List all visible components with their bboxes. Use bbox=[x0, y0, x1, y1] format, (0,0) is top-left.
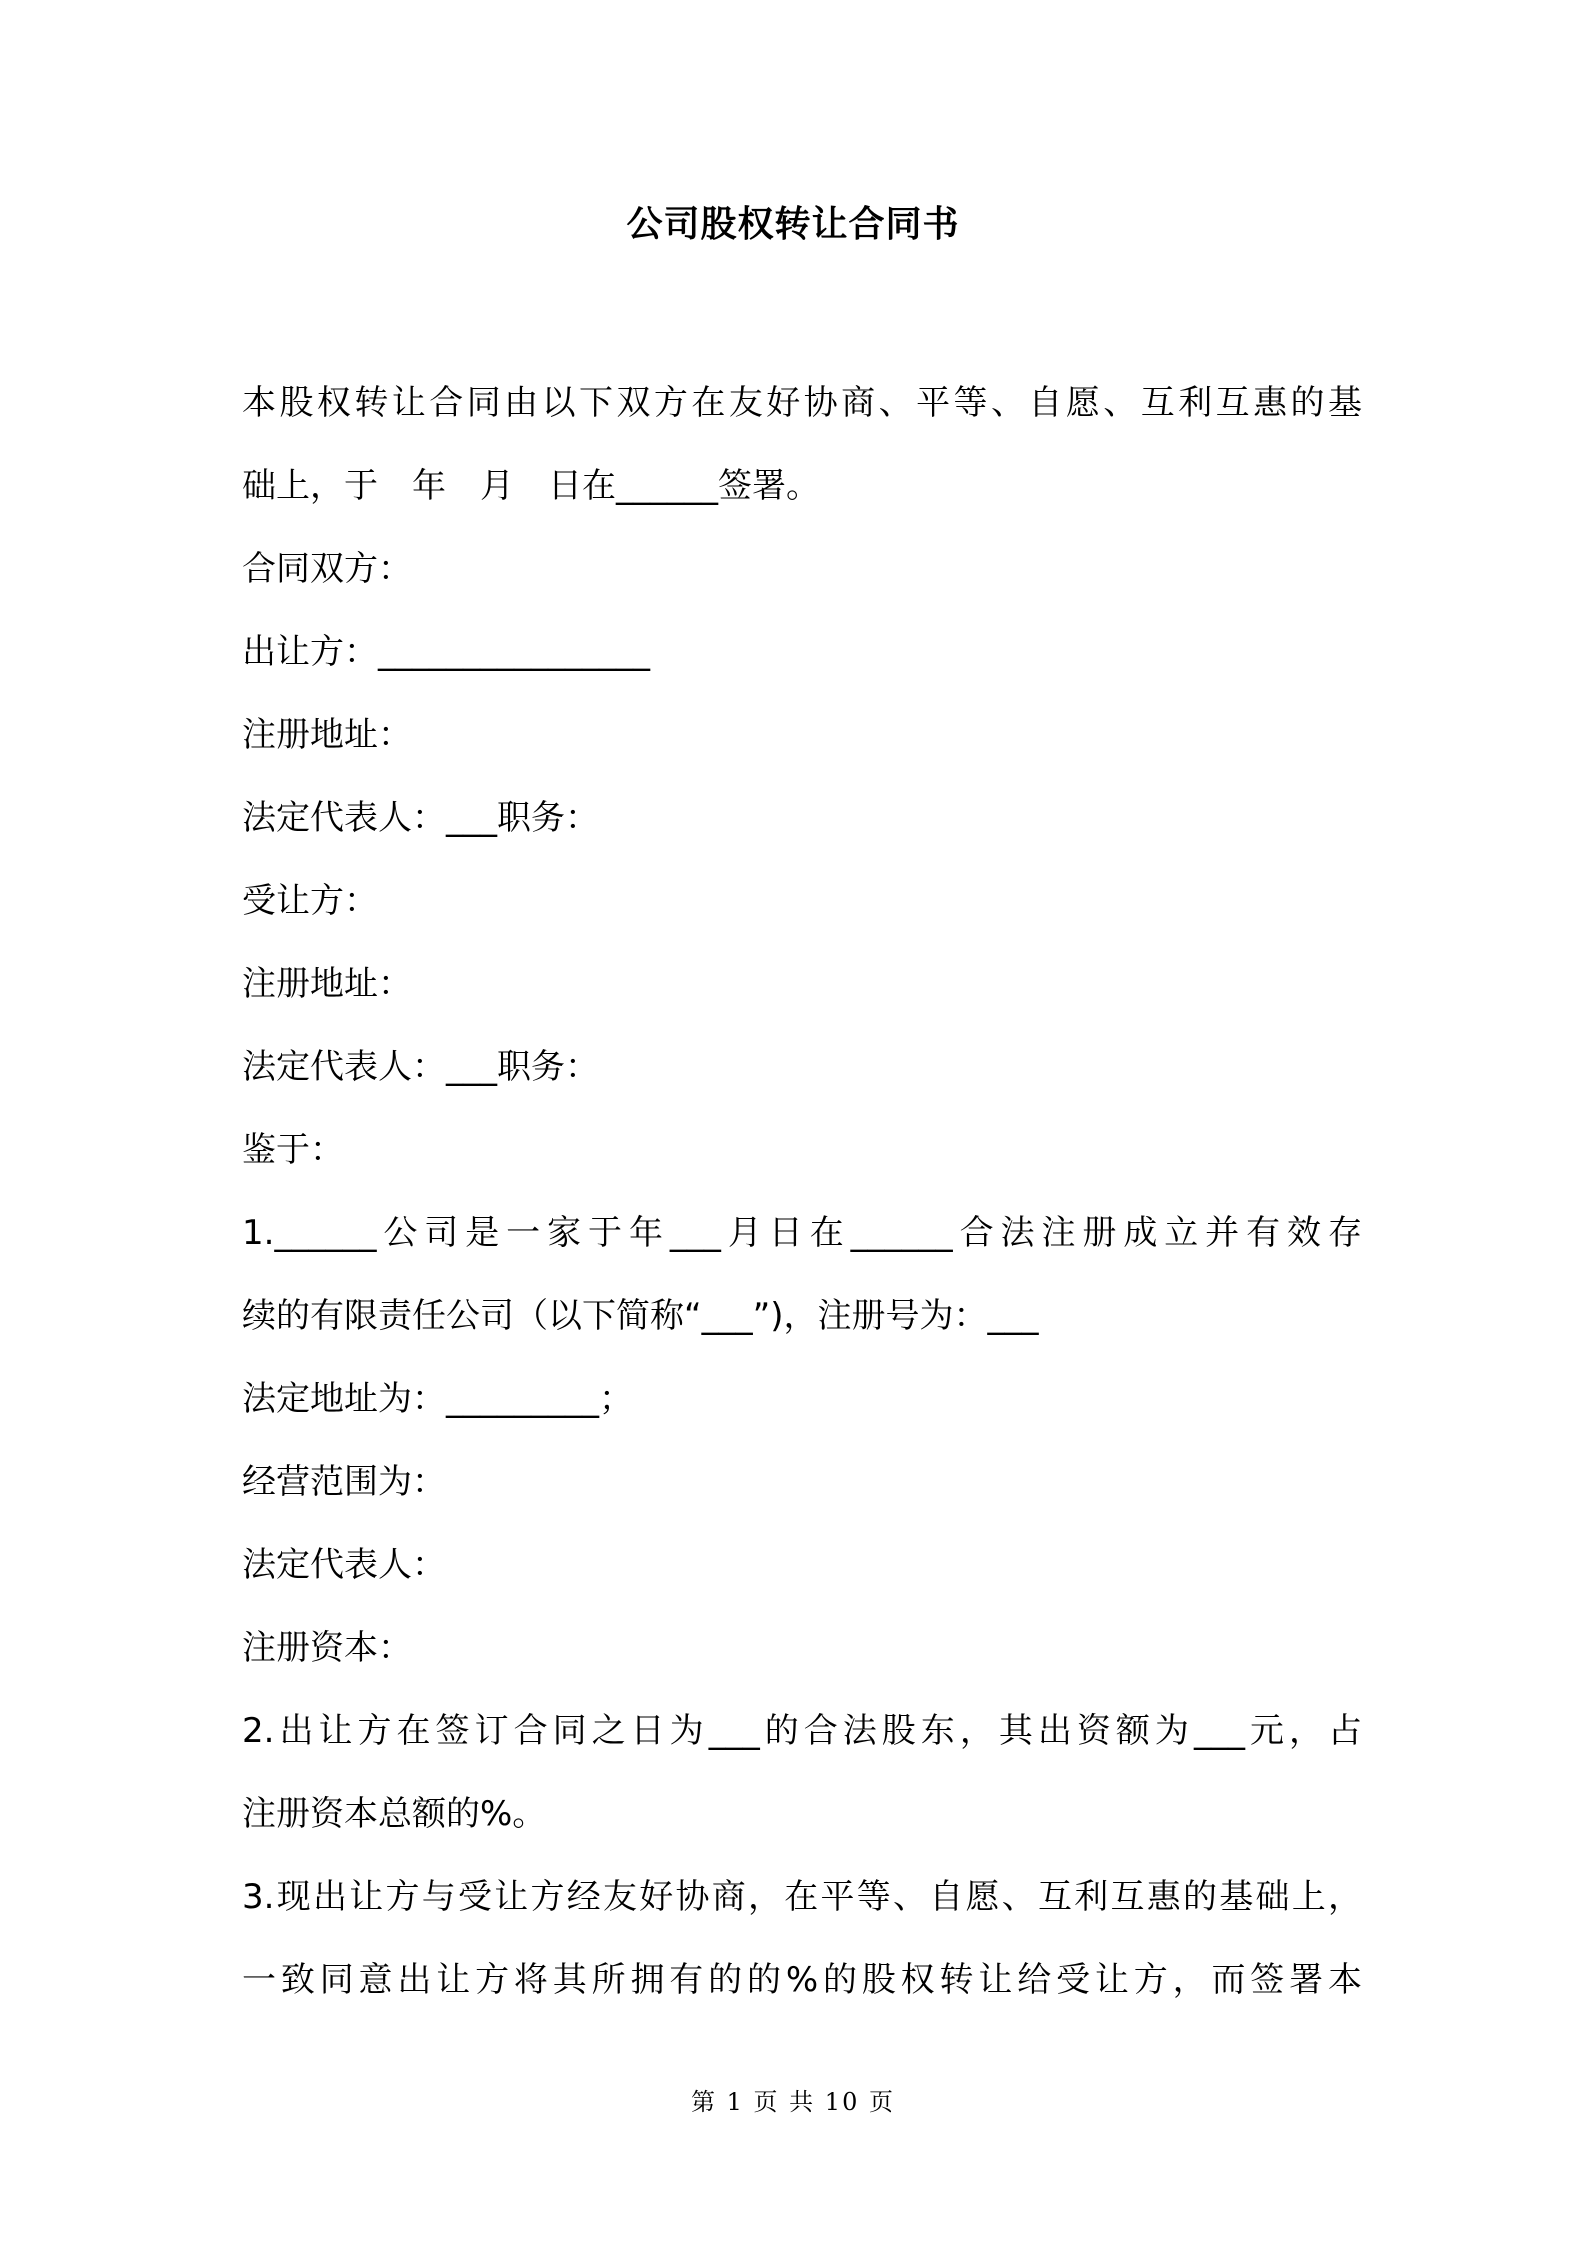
body-line: 注册资本总额的%。 bbox=[242, 1794, 547, 1834]
body-line: 本股权转让合同由以下双方在友好协商、平等、自愿、互利互惠的基 bbox=[242, 383, 1362, 423]
body-line: 注册地址： bbox=[242, 964, 412, 1004]
body-line: 础上，于 年 月 日在______签署。 bbox=[242, 466, 820, 506]
body-line: 法定代表人：___职务： bbox=[242, 798, 599, 838]
document-body bbox=[242, 362, 1362, 2022]
body-line: 法定地址为：_________； bbox=[242, 1379, 633, 1419]
body-line: 1.______公司是一家于年___月日在______合法注册成立并有效存 bbox=[242, 1213, 1362, 1253]
body-line: 鉴于： bbox=[242, 1130, 344, 1170]
body-line: 受让方： bbox=[242, 881, 378, 921]
document-title: 公司股权转让合同书 bbox=[626, 204, 960, 245]
page-number-footer: 第 1 页 共 10 页 bbox=[691, 2088, 895, 2116]
body-line: 续的有限责任公司（以下简称“___”)，注册号为：___ bbox=[242, 1296, 1039, 1336]
body-line: 2.出让方在签订合同之日为___的合法股东，其出资额为___元，占 bbox=[242, 1711, 1362, 1751]
body-line: 出让方：________________ bbox=[242, 632, 650, 672]
body-line: 注册地址： bbox=[242, 715, 412, 755]
body-line: 法定代表人：___职务： bbox=[242, 1047, 599, 1087]
body-line: 注册资本： bbox=[242, 1628, 412, 1668]
body-line: 法定代表人： bbox=[242, 1545, 446, 1585]
body-line: 一致同意出让方将其所拥有的的%的股权转让给受让方，而签署本 bbox=[242, 1960, 1362, 2000]
body-line: 3.现出让方与受让方经友好协商，在平等、自愿、互利互惠的基础上， bbox=[242, 1877, 1362, 1917]
body-line: 经营范围为： bbox=[242, 1462, 446, 1502]
body-line: 合同双方： bbox=[242, 549, 412, 589]
